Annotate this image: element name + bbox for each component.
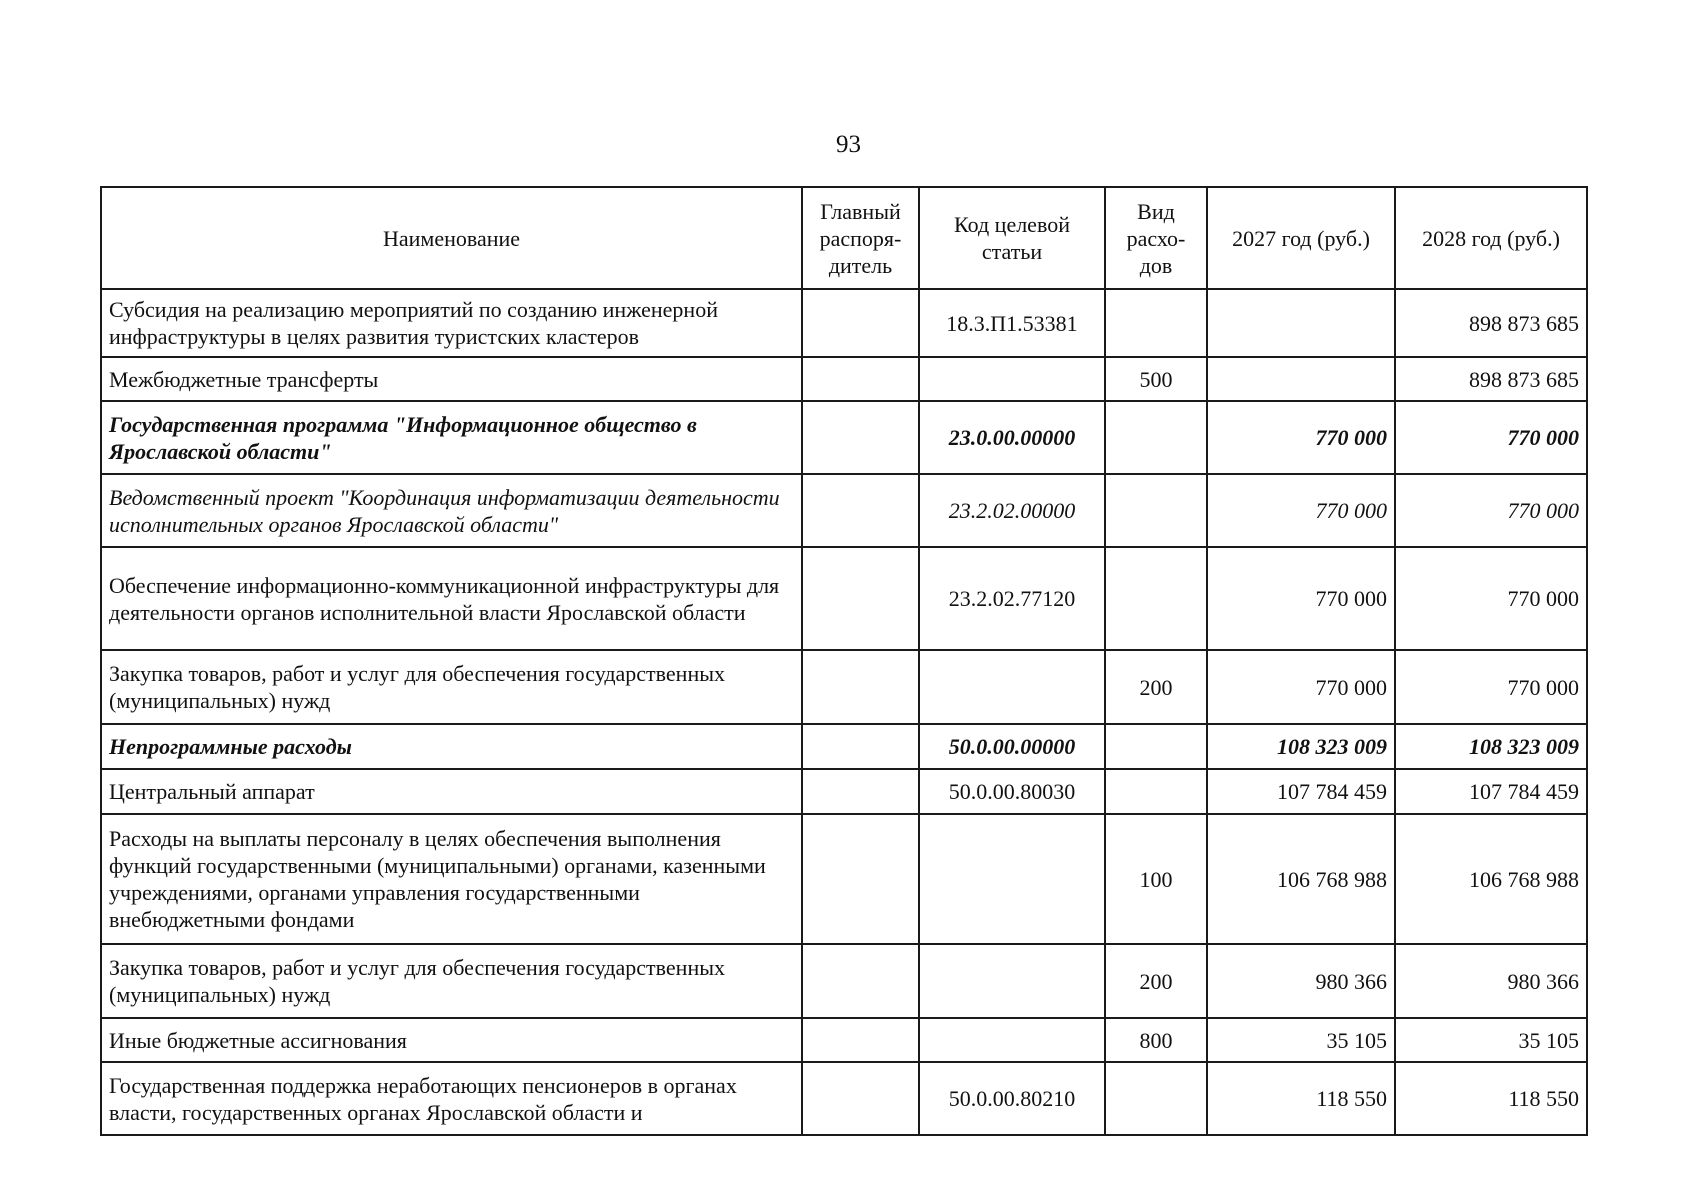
row-name: Иные бюджетные ассигнования bbox=[101, 1018, 802, 1062]
row-amount-2028: 106 768 988 bbox=[1395, 814, 1587, 944]
row-expense-type bbox=[1105, 724, 1207, 769]
row-name: Ведомственный проект "Координация информатизации деятельности исполнительных органов Ярославской области" bbox=[101, 474, 802, 547]
table-row bbox=[101, 289, 1587, 357]
table-row bbox=[101, 650, 1587, 724]
row-amount-2028: 770 000 bbox=[1395, 401, 1587, 474]
row-main-manager bbox=[802, 1018, 919, 1062]
row-expense-type: 200 bbox=[1105, 944, 1207, 1018]
row-amount-2027: 107 784 459 bbox=[1207, 769, 1395, 814]
row-amount-2027: 106 768 988 bbox=[1207, 814, 1395, 944]
row-main-manager bbox=[802, 814, 919, 944]
header-year-2028: 2028 год (руб.) bbox=[1395, 187, 1587, 289]
table-row bbox=[101, 1062, 1587, 1135]
row-name: Обеспечение информационно-коммуникационной инфраструктуры для деятельности органов исполнительной власти Ярославской области bbox=[101, 547, 802, 650]
row-target-code: 50.0.00.00000 bbox=[919, 724, 1105, 769]
row-name: Закупка товаров, работ и услуг для обеспечения государственных (муниципальных) нужд bbox=[101, 944, 802, 1018]
row-amount-2028: 770 000 bbox=[1395, 474, 1587, 547]
row-amount-2027: 770 000 bbox=[1207, 401, 1395, 474]
row-amount-2028: 35 105 bbox=[1395, 1018, 1587, 1062]
row-name: Закупка товаров, работ и услуг для обеспечения государственных (муниципальных) нужд bbox=[101, 650, 802, 724]
table-row-project bbox=[101, 474, 1587, 547]
table-row bbox=[101, 769, 1587, 814]
row-target-code: 50.0.00.80030 bbox=[919, 769, 1105, 814]
row-expense-type: 100 bbox=[1105, 814, 1207, 944]
row-amount-2027: 118 550 bbox=[1207, 1062, 1395, 1135]
table-row bbox=[101, 357, 1587, 401]
row-expense-type: 500 bbox=[1105, 357, 1207, 401]
row-target-code bbox=[919, 814, 1105, 944]
row-target-code bbox=[919, 650, 1105, 724]
row-main-manager bbox=[802, 401, 919, 474]
row-amount-2028: 898 873 685 bbox=[1395, 289, 1587, 357]
header-main-manager: Главный распоря-дитель bbox=[802, 187, 919, 289]
row-amount-2027 bbox=[1207, 357, 1395, 401]
row-name: Государственная поддержка неработающих пенсионеров в органах власти, государственных органах Ярославской области и bbox=[101, 1062, 802, 1135]
row-target-code: 50.0.00.80210 bbox=[919, 1062, 1105, 1135]
header-name: Наименование bbox=[101, 187, 802, 289]
table-row bbox=[101, 814, 1587, 944]
row-name: Расходы на выплаты персоналу в целях обеспечения выполнения функций государственными (муниципальными) органами, казенными учреждениями, органами управления государственными внебюджетными фондами bbox=[101, 814, 802, 944]
row-expense-type bbox=[1105, 1062, 1207, 1135]
row-expense-type bbox=[1105, 289, 1207, 357]
row-target-code: 18.3.П1.53381 bbox=[919, 289, 1105, 357]
table-row bbox=[101, 547, 1587, 650]
row-main-manager bbox=[802, 357, 919, 401]
row-amount-2028: 107 784 459 bbox=[1395, 769, 1587, 814]
table-row bbox=[101, 1018, 1587, 1062]
row-expense-type bbox=[1105, 401, 1207, 474]
row-amount-2028: 898 873 685 bbox=[1395, 357, 1587, 401]
row-amount-2028: 770 000 bbox=[1395, 650, 1587, 724]
header-expense-type: Вид расхо-дов bbox=[1105, 187, 1207, 289]
header-year-2027: 2027 год (руб.) bbox=[1207, 187, 1395, 289]
row-amount-2028: 108 323 009 bbox=[1395, 724, 1587, 769]
row-expense-type bbox=[1105, 769, 1207, 814]
row-amount-2028: 980 366 bbox=[1395, 944, 1587, 1018]
row-main-manager bbox=[802, 650, 919, 724]
row-target-code: 23.2.02.00000 bbox=[919, 474, 1105, 547]
row-main-manager bbox=[802, 724, 919, 769]
row-name: Государственная программа "Информационное общество в Ярославской области" bbox=[101, 401, 802, 474]
table-row bbox=[101, 944, 1587, 1018]
row-main-manager bbox=[802, 474, 919, 547]
table-row-program bbox=[101, 401, 1587, 474]
row-main-manager bbox=[802, 1062, 919, 1135]
table-row-program bbox=[101, 724, 1587, 769]
table-header-row bbox=[101, 187, 1587, 289]
row-amount-2027: 108 323 009 bbox=[1207, 724, 1395, 769]
row-amount-2027: 980 366 bbox=[1207, 944, 1395, 1018]
row-expense-type: 800 bbox=[1105, 1018, 1207, 1062]
row-name: Центральный аппарат bbox=[101, 769, 802, 814]
row-name: Субсидия на реализацию мероприятий по созданию инженерной инфраструктуры в целях развития туристских кластеров bbox=[101, 289, 802, 357]
row-target-code bbox=[919, 1018, 1105, 1062]
row-target-code: 23.2.02.77120 bbox=[919, 547, 1105, 650]
row-expense-type bbox=[1105, 474, 1207, 547]
header-target-code: Код целевой статьи bbox=[919, 187, 1105, 289]
budget-table bbox=[100, 186, 1588, 1136]
row-amount-2027: 770 000 bbox=[1207, 650, 1395, 724]
row-amount-2027 bbox=[1207, 289, 1395, 357]
row-main-manager bbox=[802, 944, 919, 1018]
row-main-manager bbox=[802, 769, 919, 814]
row-expense-type: 200 bbox=[1105, 650, 1207, 724]
row-name: Межбюджетные трансферты bbox=[101, 357, 802, 401]
row-main-manager bbox=[802, 289, 919, 357]
row-name: Непрограммные расходы bbox=[101, 724, 802, 769]
row-amount-2027: 770 000 bbox=[1207, 474, 1395, 547]
row-target-code bbox=[919, 357, 1105, 401]
row-amount-2028: 770 000 bbox=[1395, 547, 1587, 650]
row-main-manager bbox=[802, 547, 919, 650]
row-target-code: 23.0.00.00000 bbox=[919, 401, 1105, 474]
row-amount-2027: 35 105 bbox=[1207, 1018, 1395, 1062]
row-amount-2028: 118 550 bbox=[1395, 1062, 1587, 1135]
row-target-code bbox=[919, 944, 1105, 1018]
row-expense-type bbox=[1105, 547, 1207, 650]
page-number: 93 bbox=[836, 131, 861, 158]
row-amount-2027: 770 000 bbox=[1207, 547, 1395, 650]
